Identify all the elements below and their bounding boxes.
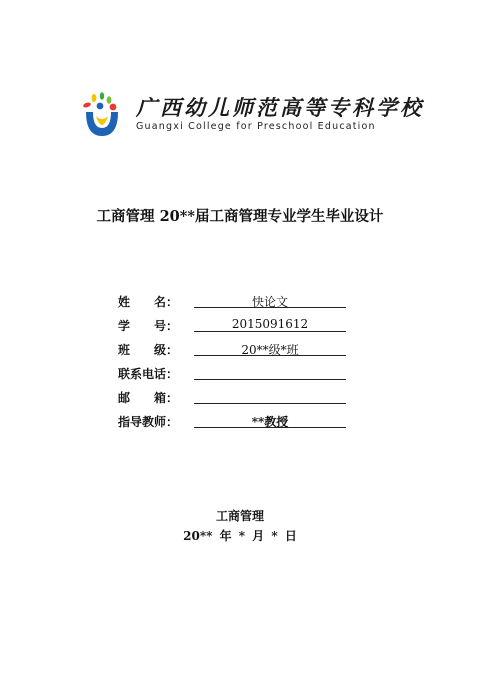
student-info-table (118, 293, 358, 437)
advisor-label: 指导教师： (118, 415, 179, 429)
info-row-student-id (118, 317, 358, 341)
college-name-english: Guangxi College for Preschool Education (136, 121, 376, 132)
college-emblem-icon (78, 92, 134, 140)
info-row-phone (118, 365, 358, 389)
info-row-name (118, 293, 358, 317)
document-title: 工商管理 20**届工商管理专业学生毕业设计 (96, 208, 384, 225)
college-logo (78, 92, 424, 140)
submission-date: 20** 年 * 月 * 日 (183, 529, 297, 543)
college-name-chinese: 广西幼儿师范高等专科学校 (136, 95, 424, 120)
class-value: 20**级*班 (241, 343, 299, 357)
info-row-advisor (118, 413, 358, 437)
info-row-class (118, 341, 358, 365)
class-label: 班 级： (118, 343, 179, 357)
student-id-value: 2015091612 (231, 317, 309, 331)
name-value: 快论文 (251, 295, 288, 309)
email-underline (194, 403, 346, 404)
info-row-email (118, 389, 358, 413)
department-name: 工商管理 (215, 509, 264, 523)
name-label: 姓 名： (118, 295, 179, 309)
student-id-underline (194, 331, 346, 332)
student-id-label: 学 号： (118, 319, 179, 333)
phone-label: 联系电话： (118, 367, 179, 381)
advisor-value: **教授 (251, 415, 289, 429)
phone-underline (194, 379, 346, 380)
email-label: 邮 箱： (118, 391, 179, 405)
